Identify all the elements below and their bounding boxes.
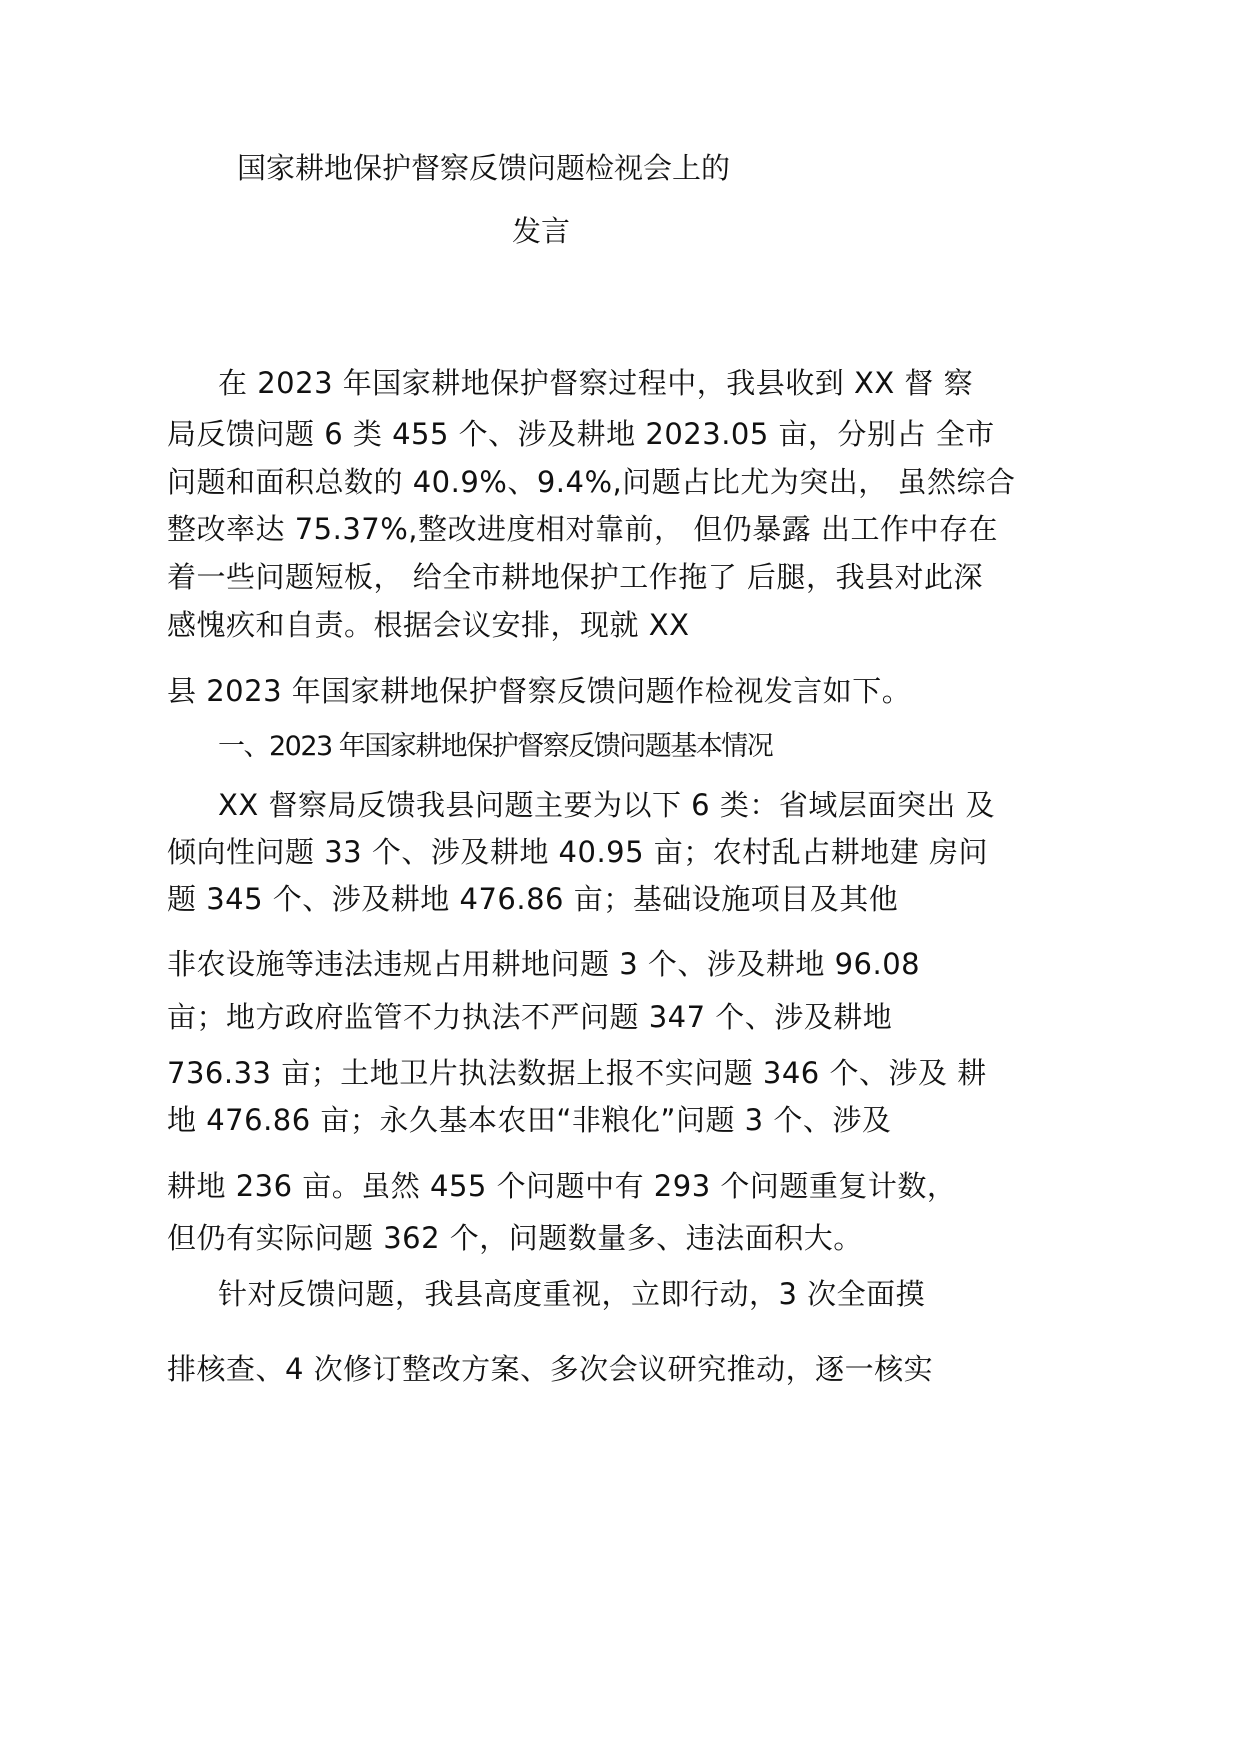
paragraph-line: 倾向性问题 33 个、涉及耕地 40.95 亩；农村乱占耕地建 房问 — [167, 835, 989, 869]
document-title-line-1: 国家耕地保护督察反馈问题检视会上的 — [237, 151, 731, 185]
paragraph-line: 亩；地方政府监管不力执法不严问题 347 个、涉及耕地 — [167, 1000, 893, 1034]
paragraph-line: XX 督察局反馈我县问题主要为以下 6 类：省域层面突出 及 — [218, 788, 996, 822]
paragraph-line: 但仍有实际问题 362 个，问题数量多、违法面积大。 — [167, 1221, 863, 1255]
paragraph-line: 整改率达 75.37%,整改进度相对靠前， 但仍暴露 出工作中存在 — [167, 512, 998, 546]
paragraph-line: 736.33 亩；土地卫片执法数据上报不实问题 346 个、涉及 耕 — [167, 1056, 987, 1090]
paragraph-line: 排核查、4 次修订整改方案、多次会议研究推动，逐一核实 — [167, 1352, 934, 1386]
paragraph-line: 地 476.86 亩；永久基本农田“非粮化”问题 3 个、涉及 — [167, 1103, 892, 1137]
paragraph-line: 县 2023 年国家耕地保护督察反馈问题作检视发言如下。 — [167, 674, 912, 708]
document-title-line-2: 发言 — [512, 214, 571, 248]
paragraph-line: 问题和面积总数的 40.9%、9.4%,问题占比尤为突出， 虽然综合 — [167, 465, 1016, 499]
paragraph-line: 针对反馈问题，我县高度重视，立即行动，3 次全面摸 — [218, 1277, 926, 1311]
paragraph-line: 题 345 个、涉及耕地 476.86 亩；基础设施项目及其他 — [167, 882, 899, 916]
section-heading: 一、2023 年国家耕地保护督察反馈问题基本情况 — [218, 731, 773, 762]
paragraph-line: 感愧疚和自责。根据会议安排，现就 XX — [167, 608, 690, 642]
paragraph-line: 局反馈问题 6 类 455 个、涉及耕地 2023.05 亩，分别占 全市 — [167, 417, 995, 451]
paragraph-line: 非农设施等违法违规占用耕地问题 3 个、涉及耕地 96.08 — [167, 947, 921, 981]
paragraph-line: 着一些问题短板， 给全市耕地保护工作拖了 后腿，我县对此深 — [167, 560, 983, 594]
paragraph-line: 在 2023 年国家耕地保护督察过程中，我县收到 XX 督 察 — [218, 366, 974, 400]
paragraph-line: 耕地 236 亩。虽然 455 个问题中有 293 个问题重复计数， — [167, 1169, 957, 1203]
